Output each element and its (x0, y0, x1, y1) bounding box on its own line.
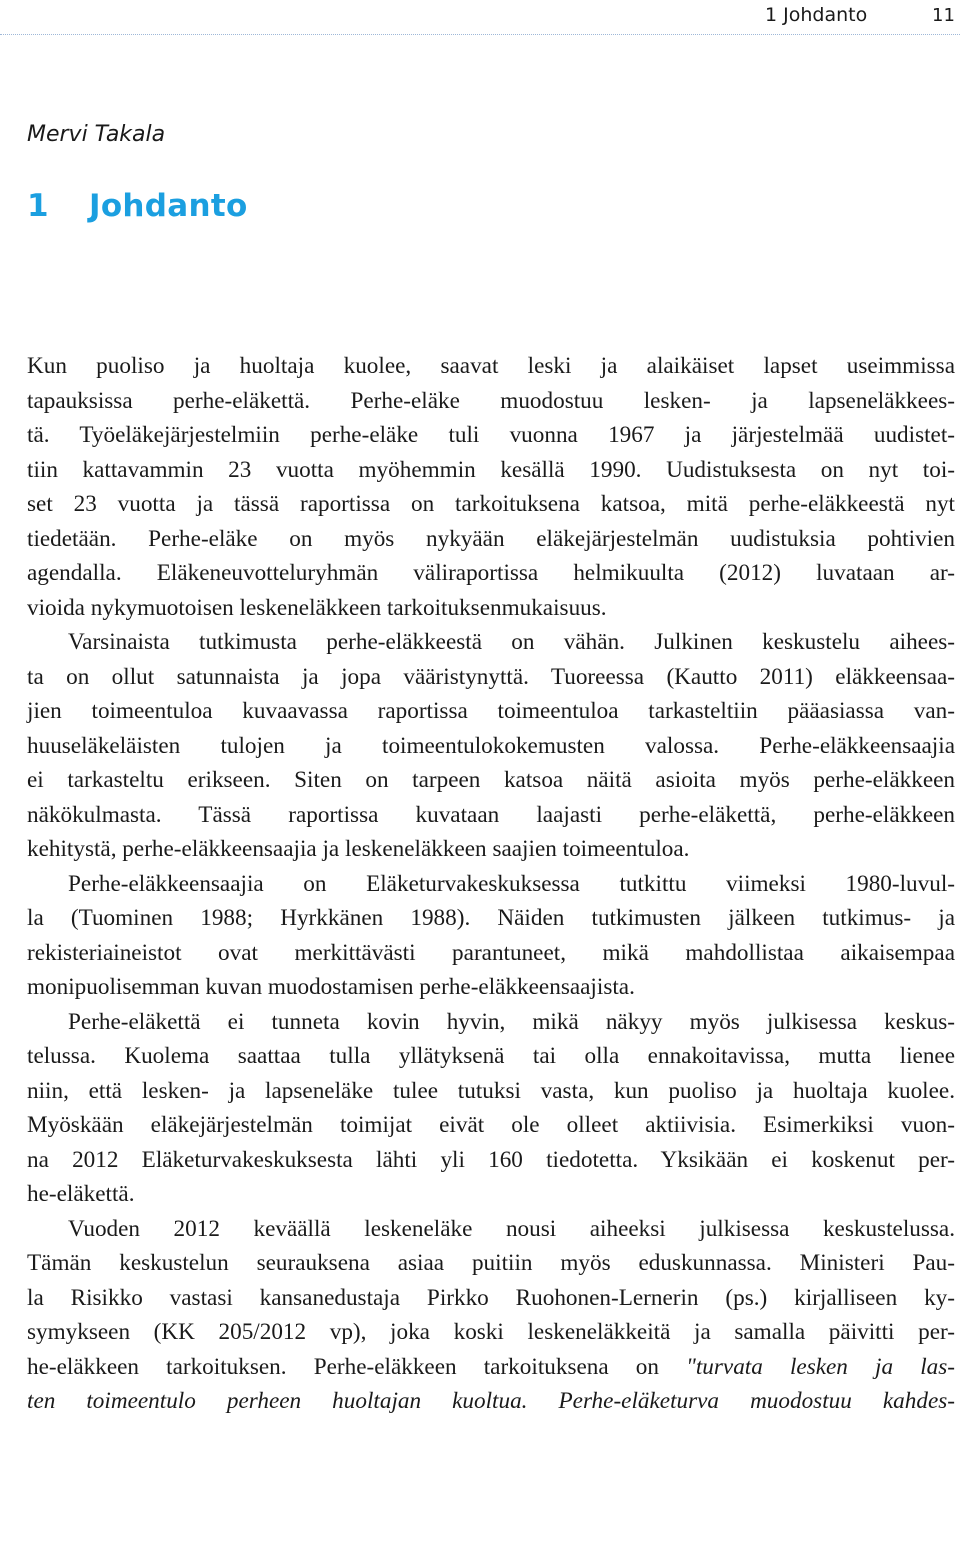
body-line: huuseläkeläisten tulojen ja toimeentulokokemusten valossa. Perhe-eläkkeensaajia (27, 732, 955, 759)
body-line: Perhe-eläkettä ei tunneta kovin hyvin, mikä näkyy myös julkisessa keskus- (68, 1008, 955, 1035)
body-line: set 23 vuotta ja tässä raportissa on tarkoituksena katsoa, mitä perhe-eläkkeestä nyt (27, 491, 955, 517)
body-line: telussa. Kuolema saattaa tulla yllätyksenä tai olla ennakoitavissa, mutta lienee (27, 1043, 955, 1069)
body-line: monipuolisemman kuvan muodostamisen perhe-eläkkeensaajista. (27, 974, 635, 1000)
body-line: Myöskään eläkejärjestelmän toimijat eivät ole olleet aktiivisia. Esimerkiksi vuon- (27, 1112, 955, 1138)
body-line: ta on ollut satunnaista ja jopa vääristynyttä. Tuoreessa (Kautto 2011) eläkkeensaa- (27, 663, 955, 690)
body-line: vioida nykymuotoisen leskeneläkkeen tarkoituksenmukaisuus. (27, 594, 607, 621)
body-line: la (Tuominen 1988; Hyrkkänen 1988). Näiden tutkimusten jälkeen tutkimus- ja (27, 905, 955, 931)
body-line (27, 1350, 955, 1385)
body-line: na 2012 Eläketurvakeskuksesta lähti yli 160 tiedotetta. Yksikään ei koskenut per- (27, 1146, 955, 1173)
body-line: Tämän keskustelun seurauksena asiaa puitiin myös eduskunnassa. Ministeri Pau- (27, 1250, 955, 1276)
chapter-title (27, 188, 248, 224)
quote-text: "turvata lesken ja las- (686, 1353, 955, 1380)
body-line: näkökulmasta. Tässä raportissa kuvataan laajasti perhe-eläkettä, perhe-eläkkeen (27, 801, 955, 828)
quote-line: ten toimeentulo perheen huoltajan kuoltua. Perhe-eläketurva muodostuu kahdes- (27, 1388, 955, 1414)
page-number: 11 (932, 5, 955, 26)
body-line: he-eläkettä. (27, 1181, 135, 1207)
chapter-number: 1 (27, 188, 49, 224)
body-line: rekisteriaineistot ovat merkittävästi parantuneet, mikä mahdollistaa aikaisempaa (27, 939, 955, 966)
body-line: tiedetään. Perhe-eläke on myös nykyään eläkejärjestelmän uudistuksia pohtivien (27, 525, 955, 552)
body-line: Kun puoliso ja huoltaja kuolee, saavat leski ja alaikäiset lapset useimmissa (27, 353, 955, 379)
body-line: la Risikko vastasi kansanedustaja Pirkko Ruohonen-Lernerin (ps.) kirjalliseen ky- (27, 1284, 955, 1311)
body-text (27, 349, 955, 1419)
body-line: tapauksissa perhe-eläkettä. Perhe-eläke muodostuu lesken- ja lapseneläkkees- (27, 387, 955, 414)
body-line: agendalla. Eläkeneuvotteluryhmän väliraportissa helmikuulta (2012) luvataan ar- (27, 560, 955, 586)
body-line: Vuoden 2012 keväällä leskeneläke nousi aiheeksi julkisessa keskustelussa. (68, 1215, 955, 1242)
body-line: kehitystä, perhe-eläkkeensaajia ja leskeneläkkeen saajien toimeentuloa. (27, 836, 690, 862)
running-header-chapter: 1 Johdanto (765, 4, 868, 26)
body-text-run: he-eläkkeen tarkoituksen. Perhe-eläkkeen tarkoituksena on (27, 1353, 687, 1380)
body-line: Varsinaista tutkimusta perhe-eläkkeestä on vähän. Julkinen keskustelu aihees- (68, 629, 955, 655)
running-header (0, 0, 960, 35)
body-line: jien toimeentuloa kuvaavassa raportissa toimeentuloa tarkasteltiin pääasiassa van- (27, 698, 955, 724)
body-line: symykseen (KK 205/2012 vp), joka koski leskeneläkkeitä ja samalla päivitti per- (27, 1319, 955, 1345)
author-name: Mervi Takala (27, 122, 166, 147)
body-line: ei tarkasteltu erikseen. Siten on tarpeen katsoa näitä asioita myös perhe-eläkkeen (27, 767, 955, 793)
body-line: tiin kattavammin 23 vuotta myöhemmin kesällä 1990. Uudistuksesta on nyt toi- (27, 456, 955, 483)
body-line: tä. Työeläkejärjestelmiin perhe-eläke tuli vuonna 1967 ja järjestelmää uudistet- (27, 422, 955, 448)
body-line: Perhe-eläkkeensaajia on Eläketurvakeskuksessa tutkittu viimeksi 1980-luvul- (68, 870, 955, 897)
chapter-title-text: Johdanto (89, 188, 248, 224)
body-line: niin, että lesken- ja lapseneläke tulee tutuksi vasta, kun puoliso ja huoltaja kuolee. (27, 1077, 955, 1104)
